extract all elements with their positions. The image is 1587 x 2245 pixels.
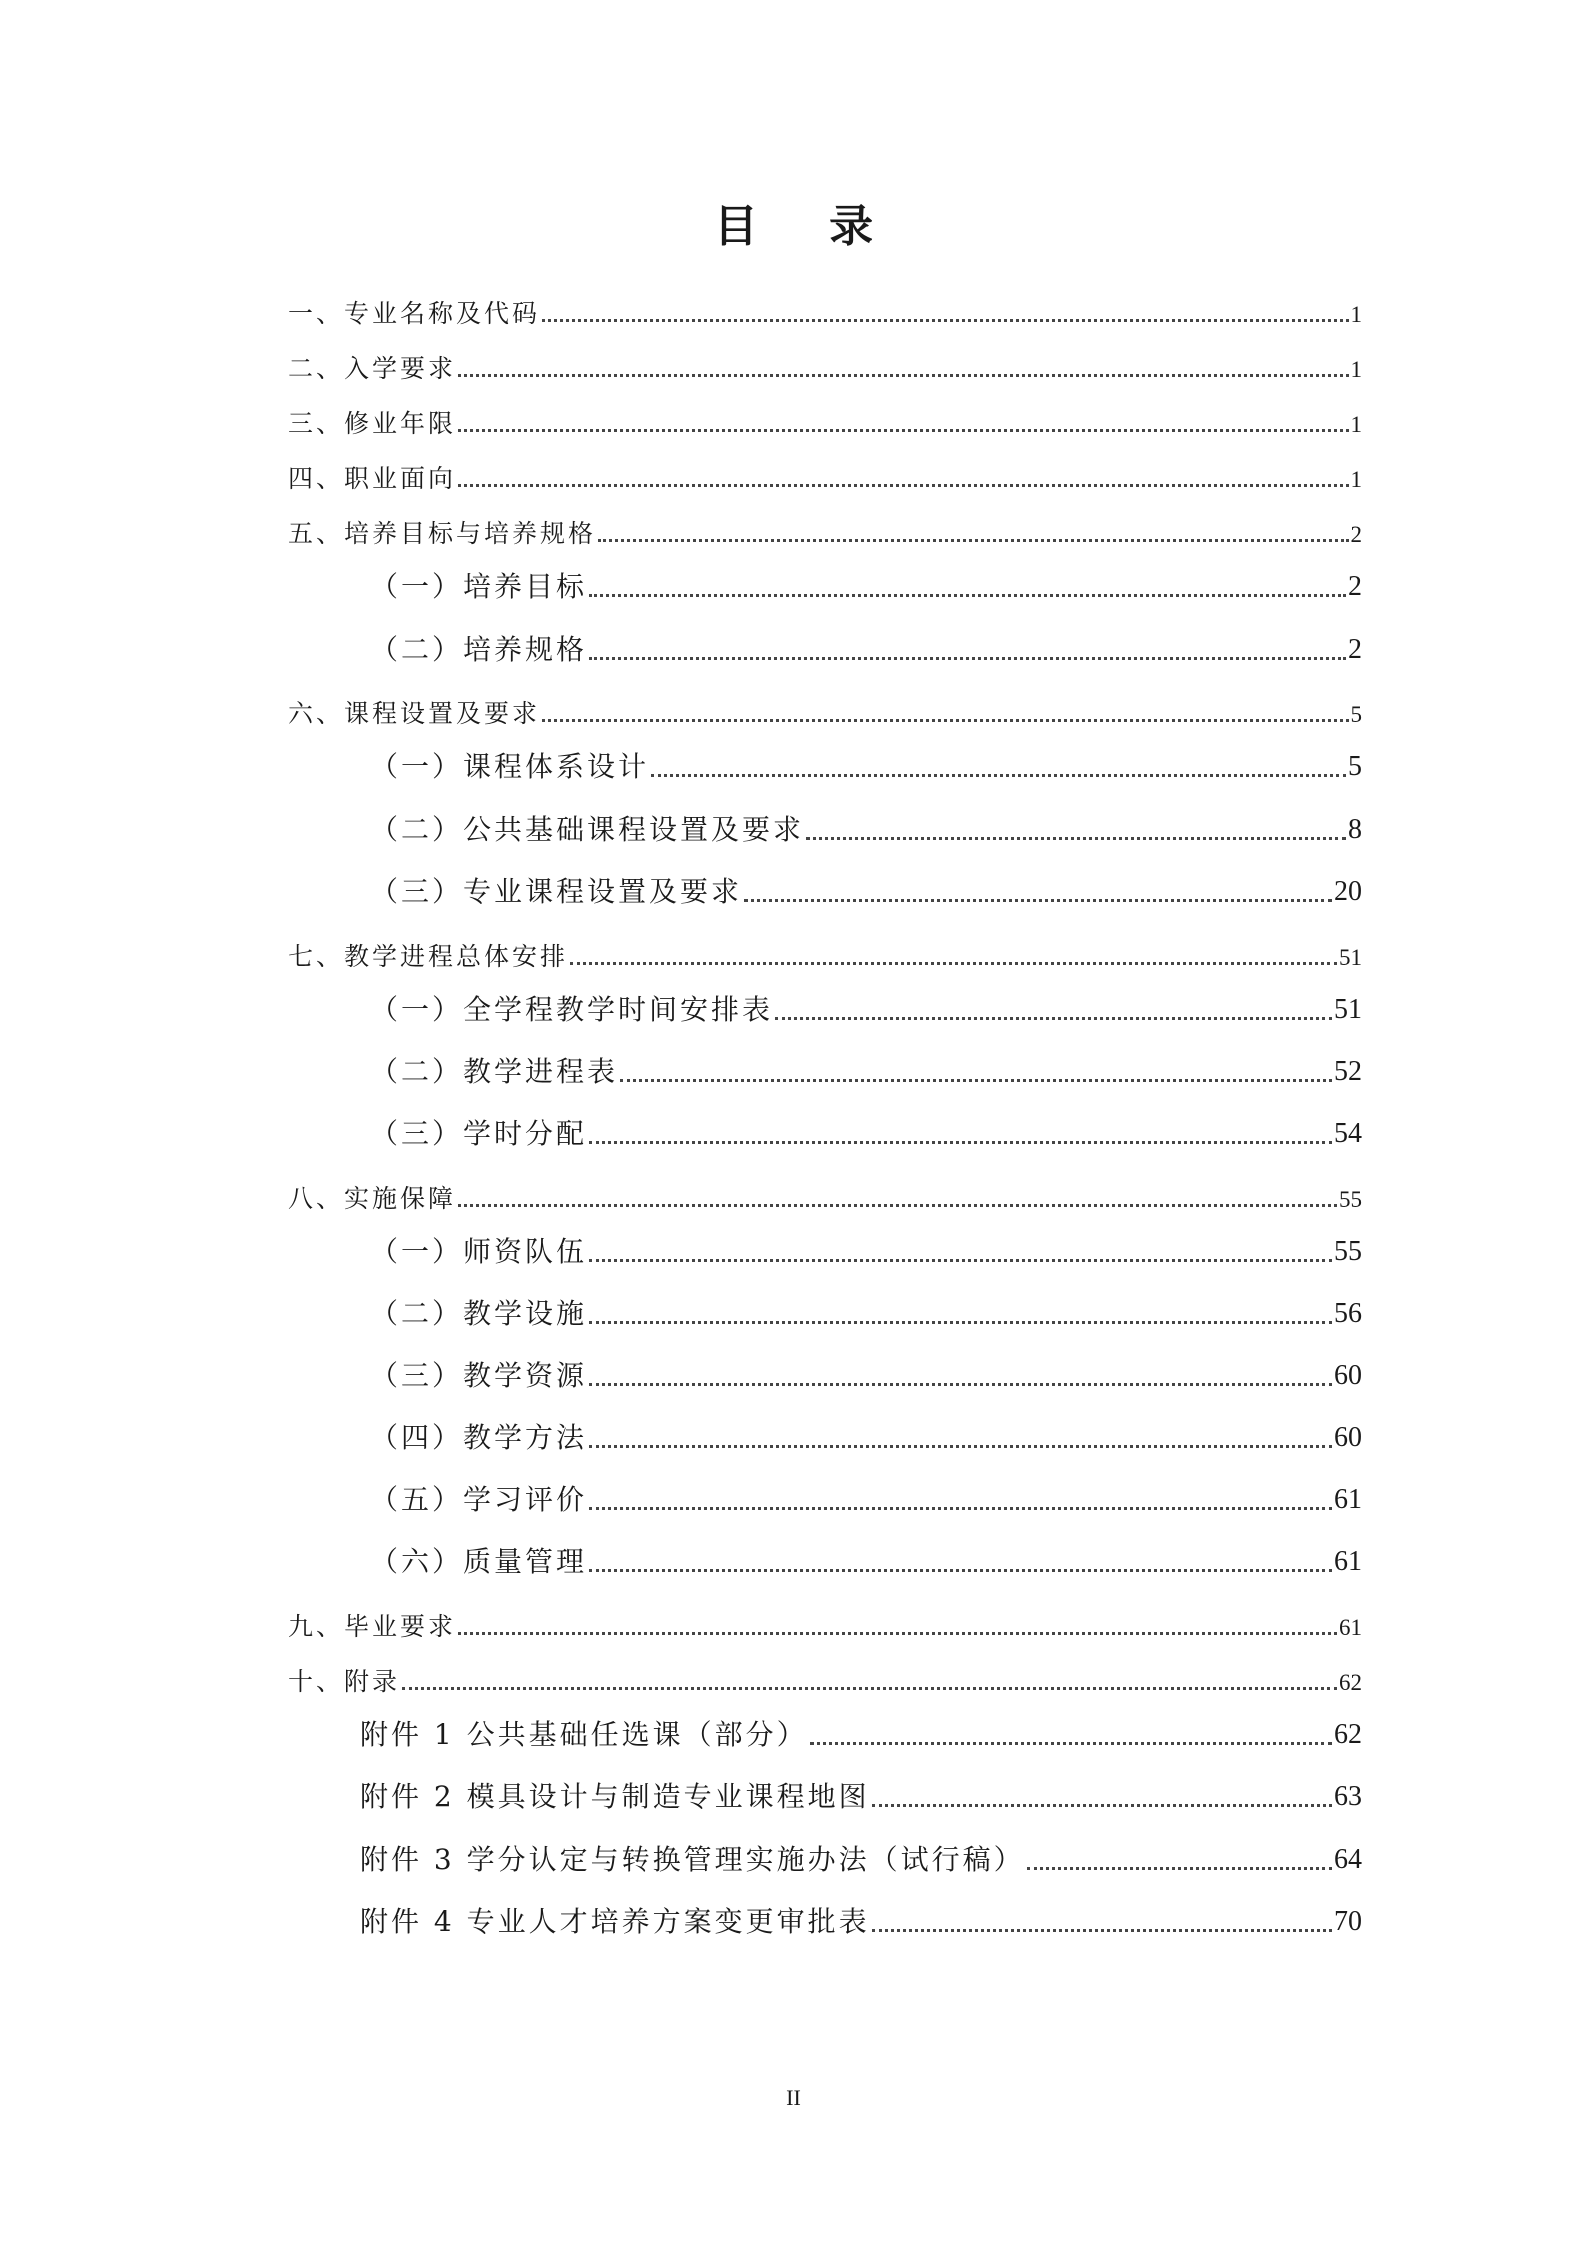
toc-entry-page: 5 <box>1348 751 1362 782</box>
toc-entry-page: 1 <box>1350 467 1362 492</box>
dot-leader <box>1027 1867 1332 1870</box>
toc-entry-page: 64 <box>1334 1844 1362 1875</box>
toc-entry-page: 1 <box>1350 412 1362 437</box>
toc-entry[interactable] <box>288 1658 1362 1698</box>
toc-entry[interactable] <box>288 628 1362 668</box>
toc-entry-label: 八、实施保障 <box>288 1184 457 1213</box>
dot-leader <box>744 899 1332 902</box>
toc-entry-label: 二、入学要求 <box>288 354 457 383</box>
toc-entry[interactable] <box>288 1175 1362 1215</box>
toc-entry-page: 55 <box>1339 1187 1362 1212</box>
toc-entry[interactable] <box>288 808 1362 848</box>
toc-entry-label: （三）专业课程设置及要求 <box>370 875 743 908</box>
toc-entry[interactable] <box>288 290 1362 330</box>
toc-entry[interactable] <box>288 870 1362 910</box>
dot-leader <box>589 657 1346 660</box>
toc-entry-page: 20 <box>1334 876 1362 907</box>
toc-entry-page: 56 <box>1334 1298 1362 1329</box>
dot-leader <box>589 1507 1332 1510</box>
toc-entry-label: （三）学时分配 <box>370 1117 588 1150</box>
toc-entry-label: 十、附录 <box>288 1667 401 1696</box>
toc-entry-label: （四）教学方法 <box>370 1421 588 1454</box>
toc-entry-page: 60 <box>1334 1360 1362 1391</box>
dot-leader <box>589 594 1346 597</box>
toc-entry-page: 62 <box>1334 1719 1362 1750</box>
toc-entry-page: 55 <box>1334 1236 1362 1267</box>
toc-entry[interactable] <box>288 1050 1362 1090</box>
dot-leader <box>598 539 1348 542</box>
toc-entry-label: 六、课程设置及要求 <box>288 699 541 728</box>
toc-entry-label: （一）师资队伍 <box>370 1235 588 1268</box>
dot-leader <box>872 1929 1332 1932</box>
dot-leader <box>872 1804 1332 1807</box>
dot-leader <box>810 1742 1332 1745</box>
toc-entry-page: 2 <box>1348 571 1362 602</box>
toc-entry-page: 62 <box>1339 1670 1362 1695</box>
dot-leader <box>589 1259 1332 1262</box>
dot-leader <box>620 1079 1332 1082</box>
dot-leader <box>806 837 1346 840</box>
toc-entry-label: （二）培养规格 <box>370 633 588 666</box>
toc-entry[interactable] <box>288 1838 1362 1878</box>
toc-entry-label: 五、培养目标与培养规格 <box>288 519 597 548</box>
toc-entry-label: （六）质量管理 <box>370 1545 588 1578</box>
toc-entry-page: 2 <box>1350 522 1362 547</box>
toc-entry-page: 51 <box>1334 994 1362 1025</box>
toc-entry[interactable] <box>288 1230 1362 1270</box>
dot-leader <box>458 429 1348 432</box>
toc-entry[interactable] <box>288 1775 1362 1815</box>
toc-entry[interactable] <box>288 1354 1362 1394</box>
toc-entry[interactable] <box>288 400 1362 440</box>
toc-entry-label: 九、毕业要求 <box>288 1612 457 1641</box>
dot-leader <box>589 1569 1332 1572</box>
toc-entry[interactable] <box>288 1478 1362 1518</box>
toc-entry[interactable] <box>288 1900 1362 1940</box>
toc-entry[interactable] <box>288 1540 1362 1580</box>
dot-leader <box>589 1321 1332 1324</box>
dot-leader <box>775 1017 1332 1020</box>
page-number: II <box>786 2085 801 2110</box>
toc-entry-page: 54 <box>1334 1118 1362 1149</box>
toc-entry[interactable] <box>288 1603 1362 1643</box>
dot-leader <box>458 374 1348 377</box>
toc-entry[interactable] <box>288 510 1362 550</box>
toc-entry-label: （一）培养目标 <box>370 570 588 603</box>
dot-leader <box>542 719 1348 722</box>
toc-entry-label: 附件 1 公共基础任选课（部分） <box>360 1718 808 1751</box>
toc-entry[interactable] <box>288 1292 1362 1332</box>
toc-entry-page: 1 <box>1350 357 1362 382</box>
toc-entry[interactable] <box>288 1112 1362 1152</box>
toc-entry-page: 51 <box>1339 945 1362 970</box>
toc-entry-page: 52 <box>1334 1056 1362 1087</box>
toc-entry-page: 70 <box>1334 1906 1362 1937</box>
dot-leader <box>570 962 1337 965</box>
toc-entry-label: 一、专业名称及代码 <box>288 299 541 328</box>
toc-entry-label: （三）教学资源 <box>370 1359 588 1392</box>
toc-entry[interactable] <box>288 988 1362 1028</box>
toc-entry[interactable] <box>288 933 1362 973</box>
dot-leader <box>458 1632 1337 1635</box>
toc-entry-label: 附件 3 学分认定与转换管理实施办法（试行稿） <box>360 1843 1025 1876</box>
dot-leader <box>589 1445 1332 1448</box>
dot-leader <box>458 1204 1337 1207</box>
toc-entry-label: （五）学习评价 <box>370 1483 588 1516</box>
toc-entry[interactable] <box>288 345 1362 385</box>
toc-entry-page: 61 <box>1334 1546 1362 1577</box>
toc-entry-page: 1 <box>1350 302 1362 327</box>
toc-entry-label: （二）教学设施 <box>370 1297 588 1330</box>
toc-entry[interactable] <box>288 1416 1362 1456</box>
toc-entry[interactable] <box>288 565 1362 605</box>
dot-leader <box>589 1141 1332 1144</box>
toc-entry-page: 61 <box>1339 1615 1362 1640</box>
toc-entry-page: 63 <box>1334 1781 1362 1812</box>
dot-leader <box>589 1383 1332 1386</box>
toc-entry-label: （二）教学进程表 <box>370 1055 619 1088</box>
dot-leader <box>402 1687 1337 1690</box>
toc-entry[interactable] <box>288 690 1362 730</box>
dot-leader <box>542 319 1348 322</box>
toc-entry-label: 三、修业年限 <box>288 409 457 438</box>
toc-entry[interactable] <box>288 455 1362 495</box>
toc-entry-label: （一）课程体系设计 <box>370 750 650 783</box>
toc-entry-page: 5 <box>1350 702 1362 727</box>
toc-entry[interactable] <box>288 745 1362 785</box>
toc-entry-label: 四、职业面向 <box>288 464 457 493</box>
dot-leader <box>651 774 1346 777</box>
dot-leader <box>458 484 1348 487</box>
toc-entry-label: 附件 2 模具设计与制造专业课程地图 <box>360 1780 870 1813</box>
toc-entry-label: 七、教学进程总体安排 <box>288 942 569 971</box>
toc-entry-page: 2 <box>1348 634 1362 665</box>
toc-entry-label: （二）公共基础课程设置及要求 <box>370 813 805 846</box>
toc-entry-page: 8 <box>1348 814 1362 845</box>
toc-entry-label: 附件 4 专业人才培养方案变更审批表 <box>360 1905 870 1938</box>
toc-entry-page: 61 <box>1334 1484 1362 1515</box>
toc-entry-page: 60 <box>1334 1422 1362 1453</box>
page-title: 目 录 <box>713 201 902 252</box>
toc-entry[interactable] <box>288 1713 1362 1753</box>
toc-entry-label: （一）全学程教学时间安排表 <box>370 993 774 1026</box>
